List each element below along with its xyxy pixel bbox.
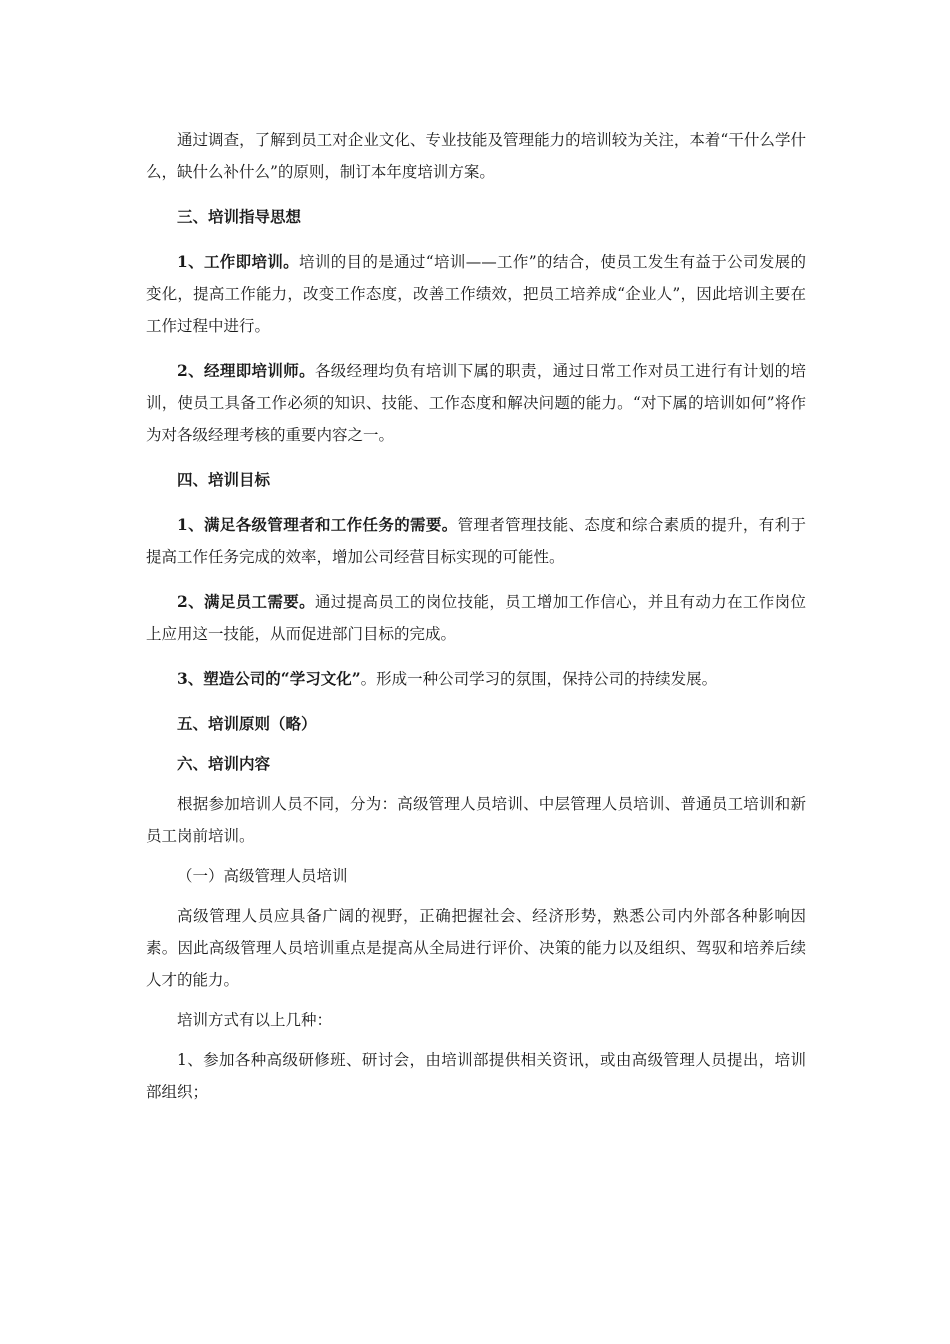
paragraph-lead: 1、工作即培训。	[177, 252, 300, 271]
paragraph-text: 高级管理人员应具备广阔的视野，正确把握社会、经济形势，熟悉公司内外部各种影响因素。因此高级管理人员培训重点是提高从全局进行评价、决策的能力以及组织、驾驭和培养后续人才的能力。	[146, 907, 806, 989]
section-heading-training-goals: 四、培训目标	[177, 471, 271, 489]
paragraph-training-methods	[146, 1004, 806, 1036]
section-heading-content: 六、培训内容	[177, 755, 271, 773]
paragraph-senior-requirements	[146, 900, 806, 996]
paragraph-goal-employees	[146, 586, 806, 650]
section-heading-guiding-thought: 三、培训指导思想	[177, 208, 302, 226]
paragraph-lead: 2、满足员工需要。	[177, 592, 315, 611]
paragraph-text: 根据参加培训人员不同，分为：高级管理人员培训、中层管理人员培训、普通员工培训和新员工岗前培训。	[146, 795, 806, 845]
paragraph-text: 1、参加各种高级研修班、研讨会，由培训部提供相关资讯，或由高级管理人员提出，培训部组织；	[146, 1051, 806, 1101]
paragraph-goal-managers	[146, 509, 806, 573]
paragraph-text: 通过调查，了解到员工对企业文化、专业技能及管理能力的培训较为关注，本着“干什么学什么，缺什么补什么”的原则，制订本年度培训方案。	[146, 131, 806, 181]
paragraph-lead: 2、经理即培训师。	[177, 361, 315, 380]
paragraph-method-1	[146, 1044, 806, 1108]
paragraph-goal-culture	[146, 663, 806, 695]
paragraph-text: 。形成一种公司学习的氛围，保持公司的持续发展。	[360, 670, 718, 688]
subsection-heading-senior: （一）高级管理人员培训	[177, 867, 348, 885]
paragraph-lead: 3、塑造公司的“学习文化”	[177, 669, 361, 688]
paragraph-work-is-training	[146, 246, 806, 342]
paragraph-text: 通过提高员工的岗位技能，员工增加工作信心，并且有动力在工作岗位上应用这一技能，从而促进部门目标的完成。	[146, 593, 806, 643]
paragraph-text: 各级经理均负有培训下属的职责，通过日常工作对员工进行有计划的培训，使员工具备工作必须的知识、技能、工作态度和解决问题的能力。“对下属的培训如何”将作为对各级经理考核的重要内容之一。	[146, 362, 806, 444]
section-heading-principles: 五、培训原则（略）	[177, 715, 317, 733]
paragraph-text: 管理者管理技能、态度和综合素质的提升，有利于提高工作任务完成的效率，增加公司经营目标实现的可能性。	[146, 516, 806, 566]
paragraph-manager-is-trainer	[146, 355, 806, 451]
paragraph-text: 培训方式有以上几种：	[177, 1011, 333, 1029]
intro-paragraph	[146, 124, 806, 188]
paragraph-text: 培训的目的是通过“培训——工作”的结合，使员工发生有益于公司发展的变化，提高工作能力，改变工作态度，改善工作绩效，把员工培养成“企业人”，因此培训主要在工作过程中进行。	[146, 253, 806, 335]
document-body	[146, 124, 806, 1121]
paragraph-lead: 1、满足各级管理者和工作任务的需要。	[177, 515, 458, 534]
paragraph-categories	[146, 788, 806, 852]
